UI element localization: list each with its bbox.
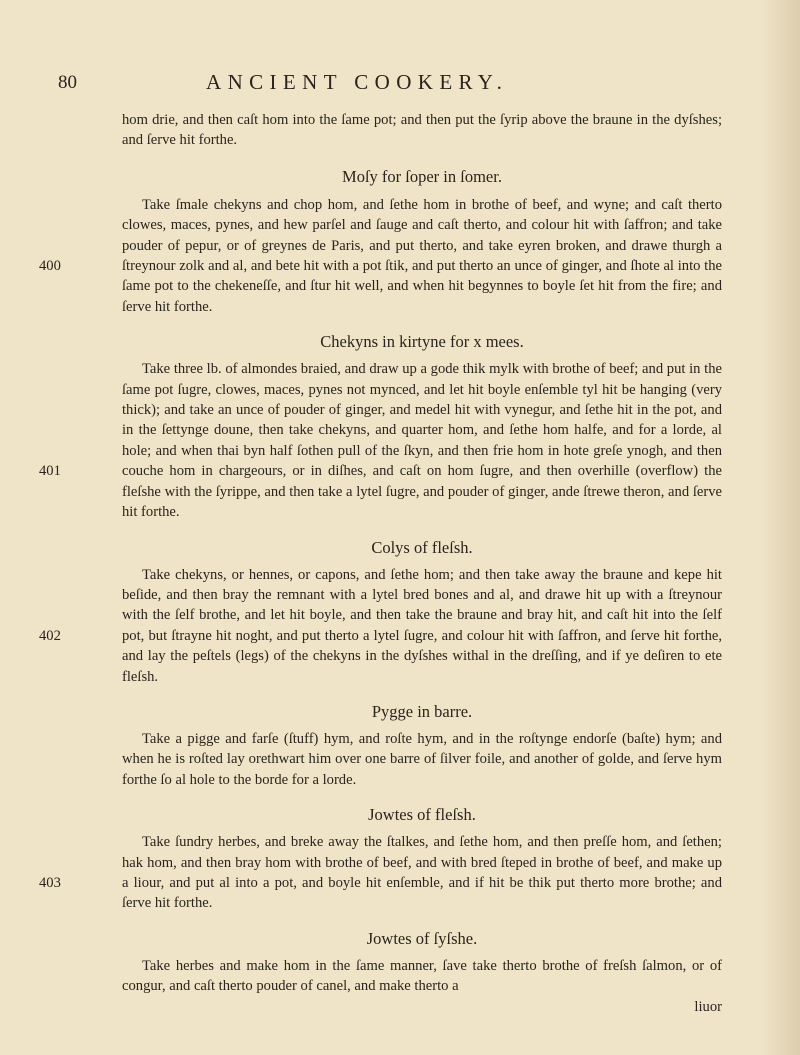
recipe-title: Moſy for ſoper in ſomer.: [342, 166, 502, 186]
recipe-title: Colys of fleſsh.: [371, 537, 473, 557]
recipe-text: 403 Take ſundry herbes, and breke away the ſtalkes, and ſethe hom, and then preſſe hom, and ſethen; hak hom, and then bray hom with brothe of beef, and with bred ſteped in brothe of beef, and make up a liour, and put al into a pot, and boyle hit enſemble, and if hit be thik put therto more brothe; and ſerve hit forthe.: [122, 832, 722, 914]
recipe-number: 401: [39, 463, 61, 480]
recipe-title: Chekyns in kirtyne for x mees.: [320, 332, 524, 352]
recipe-number: 400: [39, 257, 61, 274]
page-edge-shadow: [760, 0, 800, 1055]
catchword: liuor: [694, 998, 722, 1015]
recipe-text: Take a pigge and farſe (ſtuff) hym, and roſte hym, and in the roſtynge endorſe (baſte) hym; and when he is roſted lay orethwart him over one barre of ſilver foile, and another of golde, and ſerve hym forthe ſo al hole to the borde for a lorde.: [122, 730, 722, 788]
recipe-title: Jowtes of fleſsh.: [368, 805, 476, 825]
page-number: 80: [58, 72, 77, 93]
recipe-text: 402 Take chekyns, or hennes, or capons, and ſethe hom; and then take away the braune and kepe hit beſide, and then bray the remnant with a lytel bred bones and al, and drawe hit up with a ſtreynour with the ſelf brothe, and let hit boyle, and then take the braune and bray hit, and caſt hit into the ſelf pot, but ſtrayne hit noght, and put therto a lytel ſugre, and colour hit with ſaffron, and ſerve hit forthe, and lay the peſtels (legs) of the chekyns in the dyſshes withal in the dreſſing, and if ye deſiren to ete fleſsh.: [122, 565, 722, 687]
recipe-text: 401 Take three lb. of almondes braied, and draw up a gode thik mylk with brothe of beef; and put in the ſame pot ſugre, clowes, maces, pynes not mynced, and let hit boyle enſemble tyl hit be hanging (very thick); and take an unce of pouder of ginger, and medel hit with vynegur, and ſethe hit in the pot, and in the ſettynge doune, then take chekyns, and quarter hom, and ſethe hom halfe, and for a lorde, al hole; and when thai byn half ſothen pull of the ſkyn, and then frie hom in hote greſe ynogh, and then couche hom in chargeours, or in diſhes, and caſt on hom ſugre, and then overhille (overflow) the fleſshe with the ſyrippe, and then take a lytel ſugre, and pouder of ginger, ande ſtrewe theron, and ſerve hit forthe.: [122, 359, 722, 522]
recipe-title: Jowtes of ſyſshe.: [366, 928, 478, 948]
running-title: ANCIENT COOKERY.: [206, 70, 509, 94]
recipe-text: Take herbes and make hom in the ſame manner, ſave take therto brothe of freſsh ſalmon, or of congur, and caſt therto pouder of canel, and make therto a: [122, 957, 722, 995]
continuation-paragraph: hom drie, and then caſt hom into the ſame pot; and then put the ſyrip above the braune in the dyſshes; and ſerve hit forthe.: [122, 112, 722, 149]
recipe-number: 403: [39, 875, 61, 892]
running-head: [0, 70, 800, 100]
page-body: [39, 110, 722, 1017]
recipe-title: Pygge in barre.: [371, 701, 473, 721]
recipe-text: 400 Take ſmale chekyns and chop hom, and ſethe hom in brothe of beef, and wyne; and caſt therto clowes, maces, pynes, and hew parſel and ſauge and caſt therto, and colour hit with ſaffron; and take pouder of pepur, or of greynes de Paris, and put therto, and take eyren broken, and drawe thurgh a ſtreynour zolk and al, and bete hit with a pot ſtik, and put therto an unce of ginger, and ſhote al into the ſame pot to the chekeneſſe, and ſtur hit well, and when hit begynnes to boyle ſet hit from the fire; and ſerve hit forthe.: [122, 195, 722, 317]
recipe-number: 402: [39, 627, 61, 644]
